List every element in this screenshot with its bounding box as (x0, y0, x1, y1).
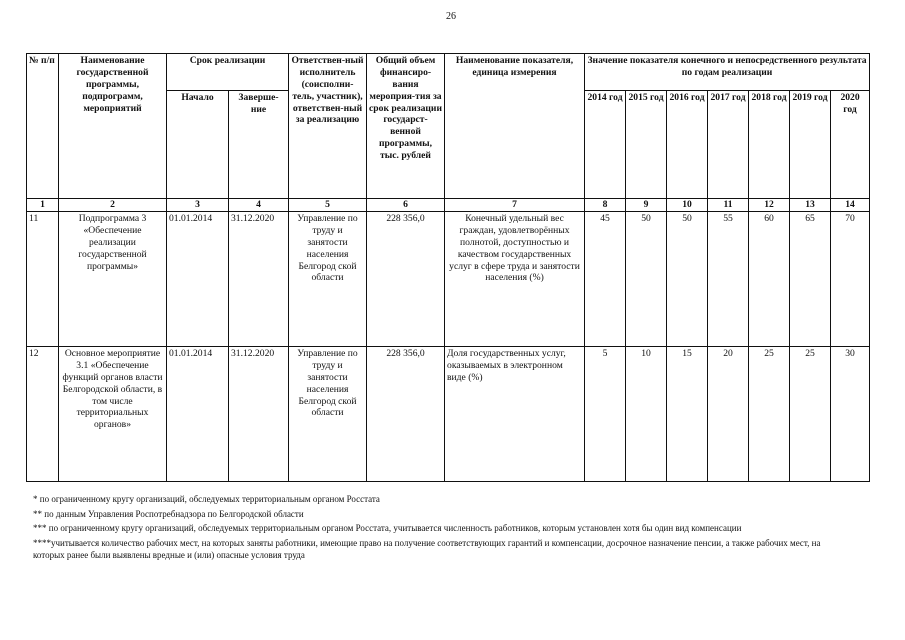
header-funding-volume: Общий объем финансиро-вания мероприя-тия за срок реализации государст-венной программы, тыс. рублей (367, 54, 445, 199)
responsible-executor: Управление по труду и занятости населения Белгород ской области (289, 347, 367, 482)
footnotes (33, 494, 853, 564)
table-row (27, 347, 870, 482)
value-2019: 25 (790, 347, 831, 482)
program-name: Подпрограмма 3 «Обеспечение реализации государственной программы» (59, 212, 167, 347)
footnote: ** по данным Управления Роспотребнадзора по Белгородской области (33, 508, 304, 519)
column-number: 7 (445, 199, 585, 212)
header-year-2020: 2020 год (831, 91, 870, 199)
header-responsible: Ответствен-ный исполнитель (соисполни-тель, участник), ответствен-ный за реализацию (289, 54, 367, 199)
table-row (27, 212, 870, 347)
header-year-2016: 2016 год (667, 91, 708, 199)
header-end: Заверше-ние (229, 91, 289, 199)
column-number: 5 (289, 199, 367, 212)
footnote: *** по ограниченному кругу организаций, обследуемых территориальным органом Росстата, учитывается численность работников, которым установлен хотя бы один вид компенсации (33, 523, 742, 534)
value-2017: 20 (708, 347, 749, 482)
column-number: 11 (708, 199, 749, 212)
start-date: 01.01.2014 (167, 347, 229, 482)
column-number: 3 (167, 199, 229, 212)
value-2018: 25 (749, 347, 790, 482)
end-date: 31.12.2020 (229, 347, 289, 482)
value-2020: 70 (831, 212, 870, 347)
funding-volume: 228 356,0 (367, 347, 445, 482)
header-year-2014: 2014 год (585, 91, 626, 199)
footnote: ****учитывается количество рабочих мест, на которых заняты работники, имеющие право на получение соответствующих гарантий и компенсации, досрочное назначение пенсии, а также рабочих мест, на которых ранее были выявлены вредные и (или) опасные условия труда (33, 538, 821, 560)
column-number: 8 (585, 199, 626, 212)
header-year-2015: 2015 год (626, 91, 667, 199)
header-program-name: Наименование государственной программы, подпрограмм, мероприятий (59, 54, 167, 199)
header-indicator: Наименование показателя, единица измерения (445, 54, 585, 199)
header-year-2019: 2019 год (790, 91, 831, 199)
value-2018: 60 (749, 212, 790, 347)
column-number: 1 (27, 199, 59, 212)
column-number: 14 (831, 199, 870, 212)
header-indicator-values: Значение показателя конечного и непосредственного результата по годам реализации (585, 54, 870, 91)
column-number: 10 (667, 199, 708, 212)
value-2019: 65 (790, 212, 831, 347)
value-2016: 50 (667, 212, 708, 347)
header-year-2017: 2017 год (708, 91, 749, 199)
indicator-name: Конечный удельный вес граждан, удовлетворённых полнотой, доступностью и качеством государственных услуг в сфере труда и занятости населения (%) (445, 212, 585, 347)
start-date: 01.01.2014 (167, 212, 229, 347)
value-2020: 30 (831, 347, 870, 482)
column-number: 9 (626, 199, 667, 212)
value-2017: 55 (708, 212, 749, 347)
row-number: 11 (27, 212, 59, 347)
value-2014: 5 (585, 347, 626, 482)
indicator-name: Доля государственных услуг, оказываемых в электронном виде (%) (445, 347, 585, 482)
footnote: * по ограниченному кругу организаций, обследуемых территориальным органом Росстата (33, 494, 380, 504)
value-2014: 45 (585, 212, 626, 347)
value-2015: 10 (626, 347, 667, 482)
column-number: 12 (749, 199, 790, 212)
program-name: Основное мероприятие 3.1 «Обеспечение функций органов власти Белгородской области, в том числе территориальных органов» (59, 347, 167, 482)
value-2016: 15 (667, 347, 708, 482)
page-number: 26 (446, 11, 456, 22)
funding-volume: 228 356,0 (367, 212, 445, 347)
header-year-2018: 2018 год (749, 91, 790, 199)
row-number: 12 (27, 347, 59, 482)
column-number: 4 (229, 199, 289, 212)
indicators-table (26, 53, 870, 482)
end-date: 31.12.2020 (229, 212, 289, 347)
column-number: 2 (59, 199, 167, 212)
header-period: Срок реализации (167, 54, 289, 91)
column-number-row (27, 199, 870, 212)
responsible-executor: Управление по труду и занятости населения Белгород ской области (289, 212, 367, 347)
column-number: 13 (790, 199, 831, 212)
header-start: Начало (167, 91, 229, 199)
header-number: № п/п (27, 54, 59, 199)
value-2015: 50 (626, 212, 667, 347)
column-number: 6 (367, 199, 445, 212)
